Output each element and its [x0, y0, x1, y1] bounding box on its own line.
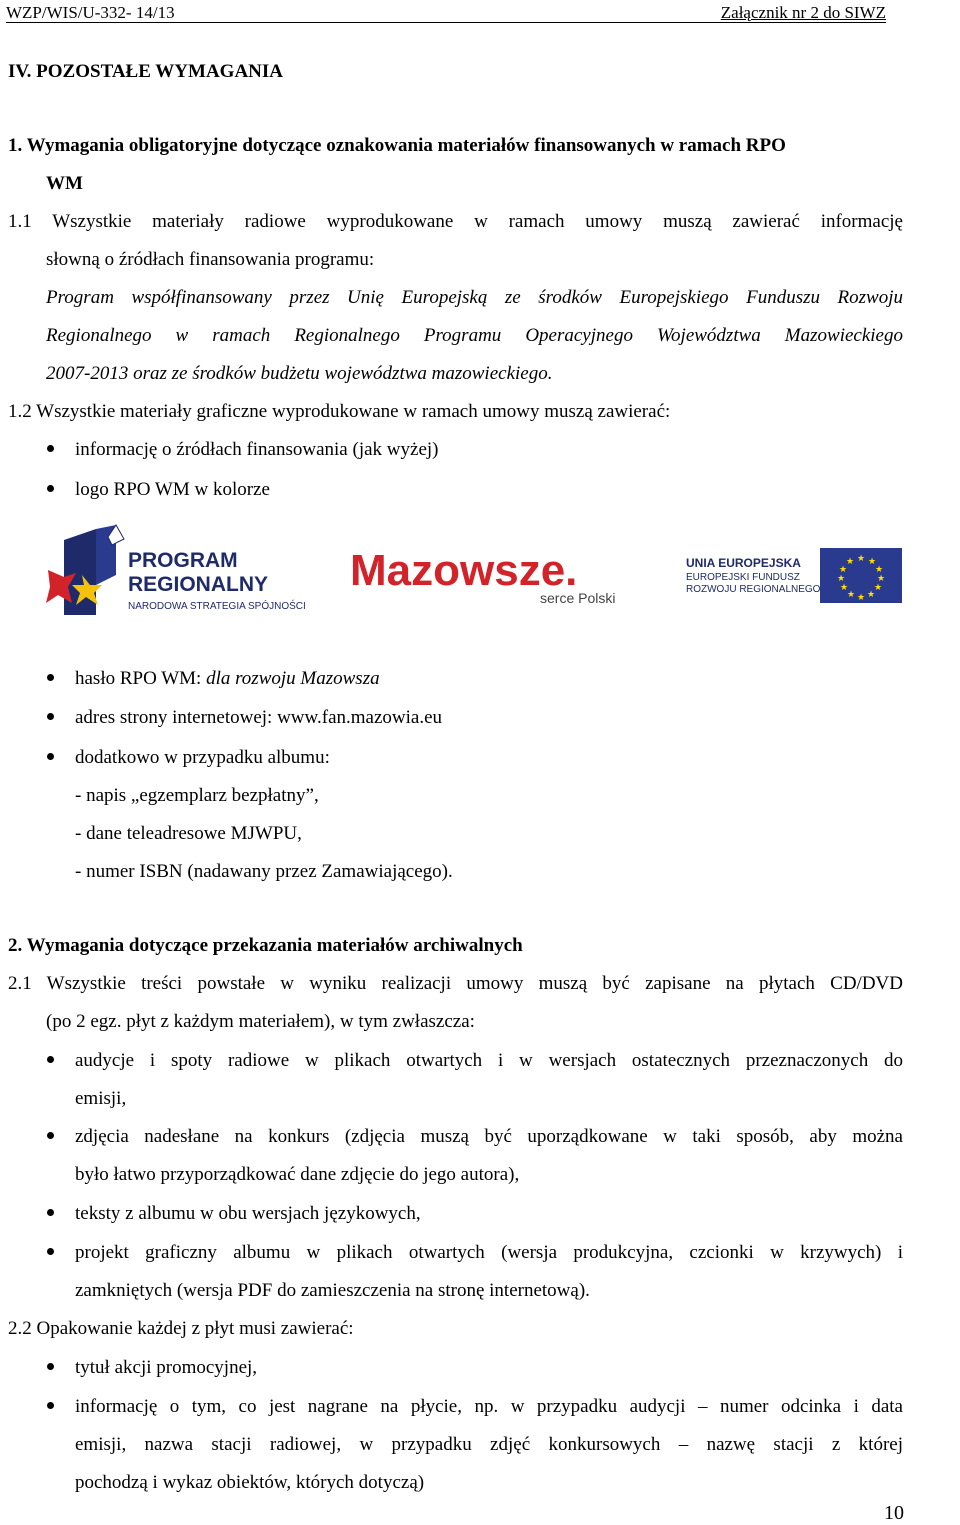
bullet-dot: [47, 713, 54, 720]
svg-text:★: ★: [836, 574, 846, 584]
para-1-1-line2: słowną o źródłach finansowania programu:: [46, 249, 375, 270]
bullet-album: dodatkowo w przypadku albumu:: [75, 747, 330, 768]
bullet-texts: teksty z albumu w obu wersjach językowych,: [75, 1203, 421, 1224]
bullet-dot: [47, 1209, 54, 1216]
bullet-dot: [47, 1363, 54, 1370]
slogan-text: dla rozwoju Mazowsza: [206, 668, 380, 689]
funding-statement-line1: Program współfinansowany przez Unię Europejską ze środków Europejskiego Funduszu Rozwoju: [46, 287, 903, 308]
bullet-graphics-line2: zamkniętych (wersja PDF do zamieszczenia na stronę internetową).: [75, 1280, 590, 1301]
logos-band: [6, 515, 958, 637]
bullet-disc-info-line1: informację o tym, co jest nagrane na płycie, np. w przypadku audycji – numer odcinka i data: [75, 1396, 903, 1417]
bullet-disc-info-line3: pochodzą i wykaz obiektów, których dotyczą): [75, 1472, 425, 1493]
bullet-photos-line1: zdjęcia nadesłane na konkurs (zdjęcia muszą być uporządkowane w taki sposób, aby można: [75, 1126, 903, 1147]
heading-1-line1: 1. Wymagania obligatoryjne dotyczące oznakowania materiałów finansowanych w ramach RPO: [8, 135, 786, 156]
page-header: [6, 0, 886, 23]
bullet-dot: [47, 1248, 54, 1255]
section-title: IV. POZOSTAŁE WYMAGANIA: [8, 61, 284, 82]
svg-text:★: ★: [876, 574, 886, 584]
para-2-2: 2.2 Opakowanie każdej z płyt musi zawierać:: [8, 1318, 354, 1339]
slogan-label: hasło RPO WM:: [75, 668, 207, 689]
svg-text:★: ★: [839, 583, 849, 593]
mazowsze-tagline: serce Polski: [540, 590, 616, 606]
eu-line3: ROZWOJU REGIONALNEGO: [686, 584, 821, 595]
heading-2: 2. Wymagania dotyczące przekazania materiałów archiwalnych: [8, 935, 523, 956]
funding-statement-line3: 2007-2013 oraz ze środków budżetu województwa mazowieckiego.: [46, 363, 553, 384]
para-1-1-line1: 1.1 Wszystkie materiały radiowe wyprodukowane w ramach umowy muszą zawierać informację: [8, 211, 903, 232]
bullet-funding-info: informację o źródłach finansowania (jak wyżej): [75, 439, 439, 460]
para-1-2: 1.2 Wszystkie materiały graficzne wyprodukowane w ramach umowy muszą zawierać:: [8, 401, 671, 422]
program-line2: REGIONALNY: [128, 573, 269, 596]
svg-text:★: ★: [873, 583, 883, 593]
svg-text:★: ★: [866, 590, 876, 600]
bullet-dot: [47, 485, 54, 492]
svg-text:★: ★: [874, 565, 884, 575]
bullet-graphics-line1: projekt graficzny albumu w plikach otwartych (wersja produkcyjna, czcionki w krzywych) i: [75, 1242, 903, 1263]
heading-1-line2: WM: [46, 173, 83, 194]
album-item: - napis „egzemplarz bezpłatny”,: [75, 785, 319, 806]
eu-logo: [682, 515, 932, 637]
eu-line1: UNIA EUROPEJSKA: [686, 556, 801, 570]
page-number: 10: [884, 1502, 904, 1524]
album-item: - dane teleadresowe MJWPU,: [75, 823, 302, 844]
bullet-campaign-title: tytuł akcji promocyjnej,: [75, 1357, 258, 1378]
program-line1: PROGRAM: [128, 549, 238, 572]
eu-line2: EUROPEJSKI FUNDUSZ: [686, 572, 800, 583]
para-2-1-line1: 2.1 Wszystkie treści powstałe w wyniku realizacji umowy muszą być zapisane na płytach CD/DVD: [8, 973, 903, 994]
svg-text:★: ★: [838, 565, 848, 575]
bullet-logo: logo RPO WM w kolorze: [75, 479, 270, 500]
svg-text:★: ★: [845, 557, 855, 567]
bullet-audio-line2: emisji,: [75, 1088, 127, 1109]
bullet-photos-line2: było łatwo przyporządkować dane zdjęcie do jego autora),: [75, 1164, 520, 1185]
svg-text:★: ★: [856, 593, 866, 603]
mazowsze-logo: [346, 515, 646, 637]
bullet-dot: [47, 1402, 54, 1409]
bullet-website: adres strony internetowej: www.fan.mazowia.eu: [75, 707, 443, 728]
bullet-dot: [47, 445, 54, 452]
program-regionalny-logo: [46, 515, 376, 637]
attachment-label: Załącznik nr 2 do SIWZ: [720, 3, 886, 22]
document-reference: WZP/WIS/U-332- 14/13: [6, 3, 175, 22]
bullet-audio-line1: audycje i spoty radiowe w plikach otwartych i w wersjach ostatecznych przeznaczonych do: [75, 1050, 903, 1071]
bullet-slogan: [75, 667, 380, 691]
svg-text:★: ★: [856, 554, 866, 564]
bullet-dot: [47, 753, 54, 760]
bullet-dot: [47, 1132, 54, 1139]
para-2-1-line2: (po 2 egz. płyt z każdym materiałem), w tym zwłaszcza:: [46, 1011, 475, 1032]
mazowsze-wordmark: Mazowsze.: [350, 546, 578, 595]
bullet-dot: [47, 674, 54, 681]
album-item: - numer ISBN (nadawany przez Zamawiającego).: [75, 861, 453, 882]
bullet-dot: [47, 1056, 54, 1063]
svg-text:★: ★: [846, 590, 856, 600]
funding-statement-line2: Regionalnego w ramach Regionalnego Programu Operacyjnego Województwa Mazowieckiego: [46, 325, 903, 346]
program-line3: NARODOWA STRATEGIA SPÓJNOŚCI: [128, 601, 306, 612]
bullet-disc-info-line2: emisji, nazwa stacji radiowej, w przypadku zdjęć konkursowych – nazwę stacji z której: [75, 1434, 903, 1455]
svg-text:★: ★: [867, 557, 877, 567]
